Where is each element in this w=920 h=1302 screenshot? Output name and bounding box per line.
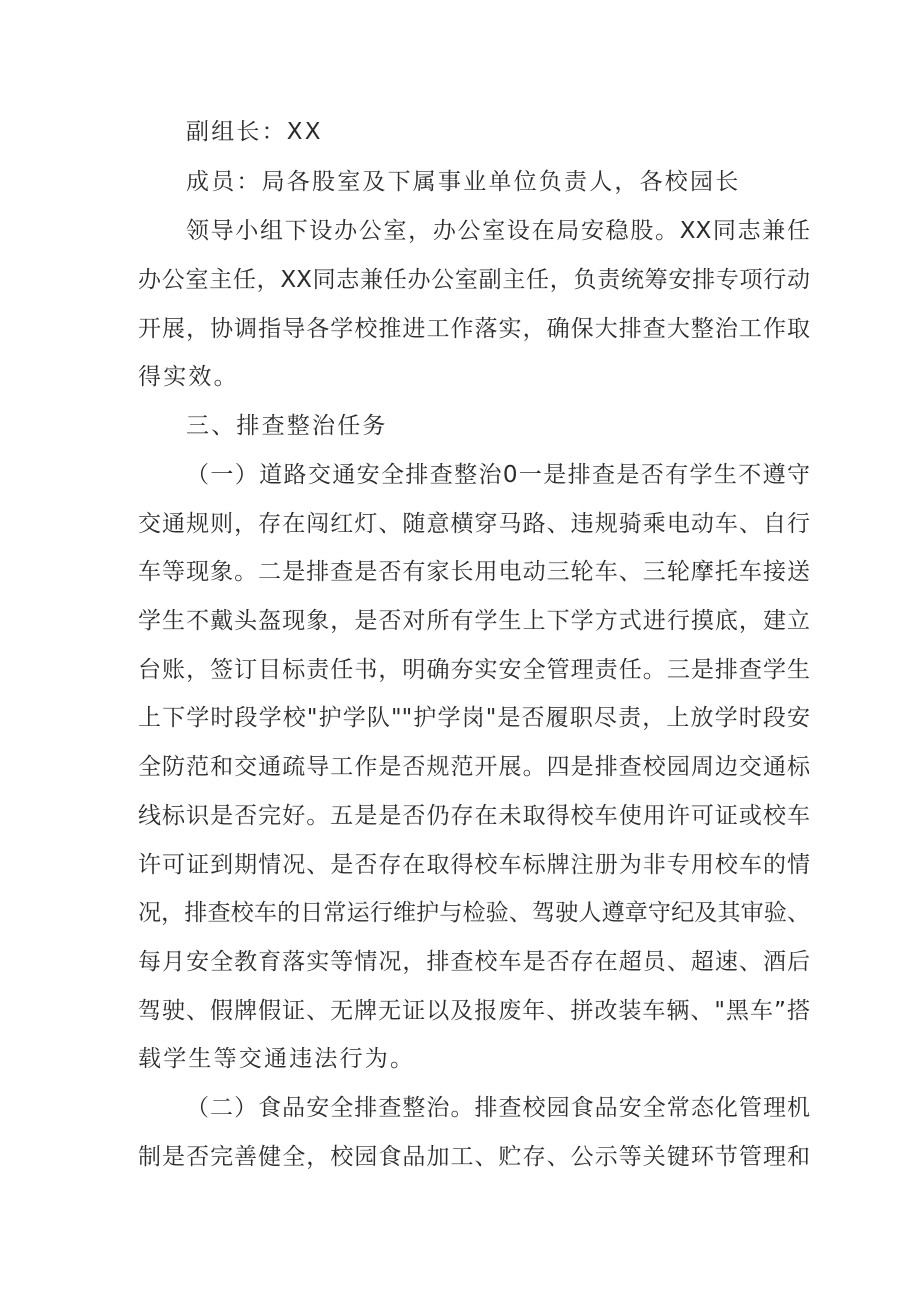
section-heading: 三、排查整治任务 <box>186 413 388 439</box>
paragraph-line: （二）食品安全排查整治。排查校园食品安全常态化管理机 <box>186 1095 810 1121</box>
paragraph-line: 驾驶、假牌假证、无牌无证以及报废年、拼改装车辆、"黑车”搭 <box>138 998 810 1024</box>
paragraph-line: 全防范和交通疏导工作是否规范开展。四是排查校园周边交通标 <box>138 754 810 780</box>
paragraph-line: 上下学时段学校"护学队""护学岗"是否履职尽责，上放学时段安 <box>138 705 810 731</box>
paragraph-line: 开展，协调指导各学校推进工作落实，确保大排查大整治工作取 <box>138 316 810 342</box>
paragraph-line: 制是否完善健全，校园食品加工、贮存、公示等关键环节管理和 <box>138 1144 810 1170</box>
paragraph-line: 领导小组下设办公室，办公室设在局安稳股。XX同志兼任 <box>186 218 810 244</box>
paragraph-line: 车等现象。二是排查是否有家长用电动三轮车、三轮摩托车接送 <box>138 559 810 585</box>
paragraph-line: 得实效。 <box>138 364 239 390</box>
paragraph-line: 交通规则，存在闯红灯、随意横穿马路、违规骑乘电动车、自行 <box>138 511 810 537</box>
paragraph-line: 线标识是否完好。五是是否仍存在未取得校车使用许可证或校车 <box>138 803 810 829</box>
paragraph-line: 况，排查校车的日常运行维护与检验、驾驶人遵章守纪及其审验、 <box>138 900 810 926</box>
paragraph-line: 许可证到期情况、是否存在取得校车标牌注册为非专用校车的情 <box>138 852 810 878</box>
paragraph-line: （一）道路交通安全排查整治0一是排查是否有学生不遵守 <box>186 462 810 488</box>
paragraph-line: 每月安全教育落实等情况，排查校车是否存在超员、超速、酒后 <box>138 949 810 975</box>
paragraph-line: 学生不戴头盔现象，是否对所有学生上下学方式进行摸底，建立 <box>138 608 810 634</box>
paragraph-line: 台账，签订目标责任书，明确夯实安全管理责任。三是排查学生 <box>138 657 810 683</box>
paragraph-line: 载学生等交通违法行为。 <box>138 1046 416 1072</box>
paragraph-line: 副组长：XX <box>186 119 323 145</box>
paragraph-line: 成员：局各股室及下属事业单位负责人，各校园长 <box>186 169 741 195</box>
paragraph-line: 办公室主任，XX同志兼任办公室副主任，负责统筹安排专项行动 <box>138 267 810 293</box>
